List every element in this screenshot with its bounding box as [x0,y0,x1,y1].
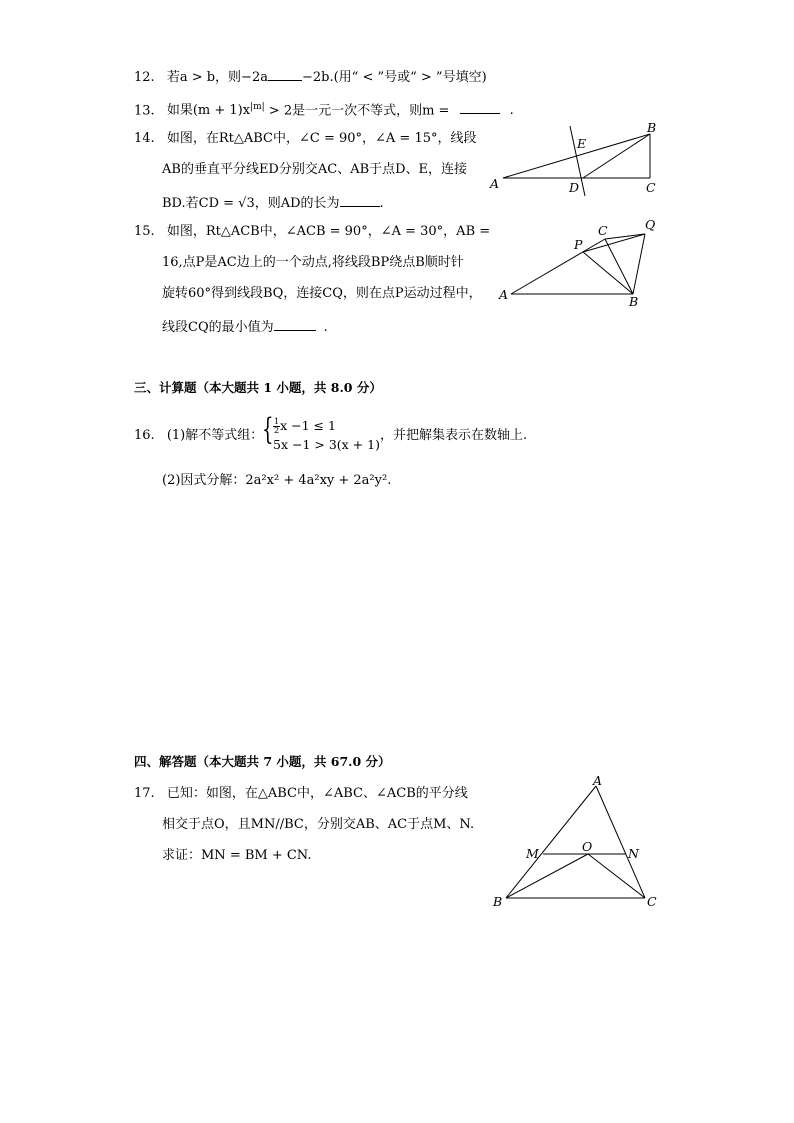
segment-ac [511,239,605,294]
question-text: 若a > b，则−2a [166,70,268,85]
question-14-line-1 [134,130,477,148]
question-text: 线段CQ的最小值为 [162,320,274,335]
question-number: 14. [134,131,155,146]
question-text: . [323,320,328,335]
segment-bq [633,234,645,294]
answer-blank[interactable] [268,66,302,81]
question-number: 15. [134,224,155,239]
label-q: Q [645,217,656,232]
question-17-line-2 [162,816,474,834]
question-text: 求证：MN = BM + CN. [162,848,312,863]
label-a: A [593,773,603,788]
question-text: AB的垂直平分线ED分别交AC、AB于点D、E，连接 [162,162,468,177]
question-text: 如图，Rt△ACB中，∠ACB = 90°，∠A = 30°，AB = [166,224,491,239]
segment-bd [583,134,650,178]
question-number: 16. [134,428,155,443]
question-text: . [379,196,384,211]
question-12 [134,66,487,87]
question-text: 如果(m + 1)x [166,103,251,119]
answer-blank[interactable] [340,192,380,207]
label-n: N [628,846,639,861]
question-17-line-1 [134,785,468,803]
label-c: C [647,894,657,909]
part-1-tail: ，并把解集表示在数轴上. [380,428,528,443]
answer-blank[interactable] [274,316,316,331]
question-text: 16,点P是AC边上的一个动点,将线段BP绕点B顺时针 [162,255,464,270]
question-number: 17. [134,786,155,801]
question-text: . [509,103,514,119]
part-2: (2)因式分解：2a²x² + 4a²xy + 2a²y². [162,473,392,488]
question-15-line-3 [162,285,482,303]
inequality-1: $\frac{1}{2}$ x −1 ≤ 1 [274,417,336,435]
section-title-4: 四、解答题（本大题共 7 小题，共 67.0 分） [134,754,391,769]
label-m: M [526,846,539,861]
figure-q17 [488,772,663,912]
label-o: O [582,839,593,854]
question-text: BD.若CD = √3，则AD的长为 [162,196,340,211]
question-number: 12. [134,70,155,85]
question-15-line-2 [162,254,464,272]
label-d: D [569,180,580,195]
segment-cb [605,239,633,294]
segment-cq [605,234,645,239]
segment-pq [583,234,645,252]
section-title-3: 三、计算题（本大题共 1 小题，共 8.0 分） [134,380,382,395]
question-number: 13. [134,103,155,119]
answer-blank[interactable] [460,99,500,114]
figure-q15 [495,215,665,310]
exponent: |m| [250,102,265,112]
inequality-2: 5x −1 > 3(x + 1) [273,437,380,452]
fraction-one-half: $\frac{1}{2}$ [274,417,280,435]
segment-bp [583,252,633,294]
segment-ac [596,786,645,898]
label-b: B [629,294,639,309]
label-a: A [499,287,509,302]
label-e: E [577,136,587,151]
question-text: > 2是一元一次不等式，则m = [264,103,454,119]
label-b: B [647,120,657,135]
question-text: 如图，在Rt△ABC中，∠C = 90°，∠A = 15°，线段 [166,131,477,146]
part-1-label: (1)解不等式组： [166,428,264,443]
question-15-line-1 [134,223,490,241]
segment-bo [506,854,588,898]
figure-q14 [485,120,670,202]
label-c: C [598,223,608,238]
question-13 [134,98,514,120]
system-brace: { [262,412,274,447]
question-text: 相交于点O，且MN//BC，分别交AB、AC于点M、N. [162,817,475,832]
question-15-line-4 [162,316,328,337]
question-14-line-2 [162,161,467,179]
label-c: C [646,180,656,195]
question-text: 已知：如图，在△ABC中，∠ABC、∠ACB的平分线 [166,786,468,801]
label-a: A [490,176,500,191]
question-text: −2b.(用“ < ”号或“ > ”号填空) [301,70,487,85]
question-16-number [134,427,263,445]
label-b: B [493,894,503,909]
label-p: P [574,237,583,252]
question-17-line-3 [162,847,312,865]
question-text: 旋转60°得到线段BQ，连接CQ，则在点P运动过程中， [162,286,482,301]
question-14-line-3 [162,192,384,213]
